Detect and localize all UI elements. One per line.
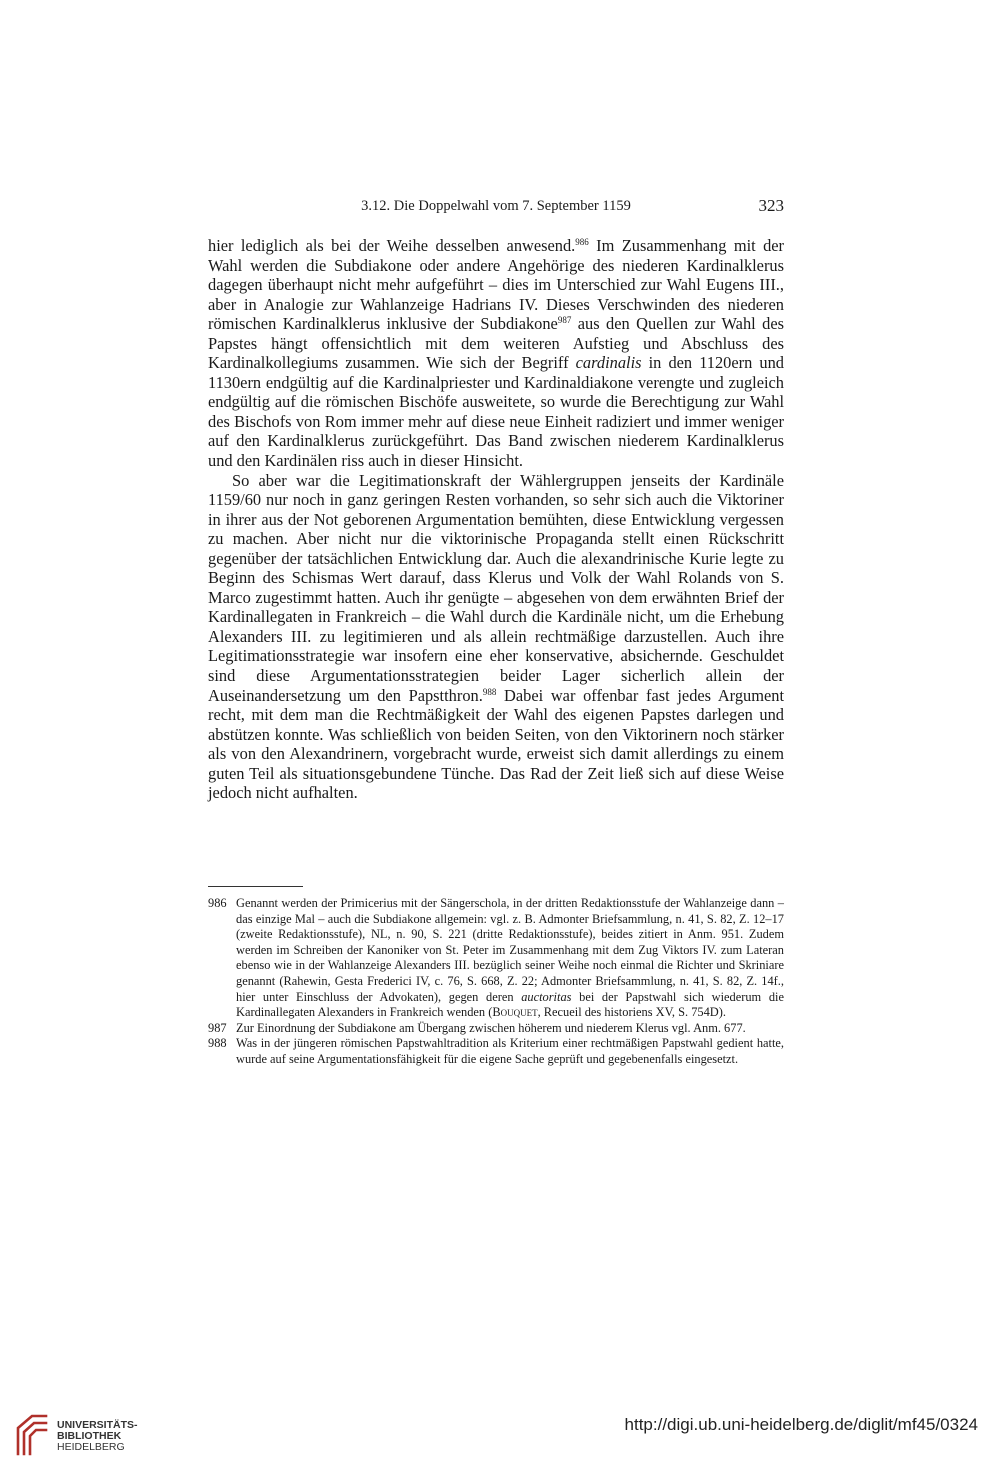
footnote-986 bbox=[208, 896, 784, 1021]
viewer-footer bbox=[0, 1400, 992, 1474]
text-run: So aber war die Legitimationskraft der Wählergruppen jenseits der Kardinäle 1159/60 nur noch in ganz geringen Resten vorhanden, so sehr sich auch die Viktoriner in ihrer aus der Not geborenen Argumentation bemühten, diese Entwicklung vergessen zu machen. Aber nicht nur die viktorinische Propaganda stellt einen Rückschritt gegenüber der tatsächlichen Entwicklung dar. Auch die alexandrinische Kurie legte zu Beginn des Schismas Wert darauf, dass Klerus und Volk der Wahl Rolands von S. Marco zugestimmt hatten. Auch ihr genügte – abgesehen von dem erwähnten Brief der Kardinallegaten in Frankreich – die Wahl durch die Kardinäle nicht, um die Erhebung Alexanders III. zu legitimieren und als allein rechtmäßige darzustellen. Auch ihre Legitimationsstrategie war insofern eine eher konservative, absichernde. Geschuldet sind diese Argumentationsstrategien beider Lager sicherlich allein der Auseinandersetzung um den Papstthron. bbox=[208, 470, 784, 705]
footnotes bbox=[208, 896, 784, 1068]
footnote-ref-987[interactable]: 987 bbox=[557, 315, 572, 326]
page-number: 323 bbox=[758, 196, 784, 215]
library-name-line: HEIDELBERG bbox=[57, 1441, 125, 1453]
library-logo-icon bbox=[12, 1410, 52, 1456]
running-head bbox=[208, 196, 784, 218]
paragraph-1 bbox=[208, 236, 784, 471]
footnote-number: 987 bbox=[208, 1020, 227, 1035]
footnote-text: Was in der jüngeren römischen Papstwahltradition als Kriterium einer rechtmäßigen Papstwahl gedient hatte, wurde auf seine Argumentationsfähigkeit für die eigene Sache geprüft und gegebenenfalls eingesetzt. bbox=[236, 1036, 784, 1066]
text-run: in den 1120ern und 1130ern endgültig auf die Kardinalpriester und Kardinaldiakone verengte und zugleich endgültig auf die römischen Bischöfe ausweitete, so wurde die Berechtigung zur Wahl des Bischofs von Rom immer mehr auf diese neue Einheit radiziert und immer weniger auf den Kardinalklerus zurückgeführt. Das Band zwischen niederem Kardinalklerus und den Kardinälen riss auch in dieser Hinsicht. bbox=[208, 353, 784, 471]
text-run: Im Zusammenhang mit der Wahl werden die Subdiakone oder andere Angehörige des niederen Kardinalklerus dagegen überhaupt nicht mehr aufgeführt – dies im Unterschied zur Wahl Eugens III., aber in Analogie zur Wahlanzeige Hadrians IV. Dieses Verschwinden des niederen römischen Kardinalklerus inklusive der Subdiakone bbox=[208, 236, 784, 334]
text-run: , Recueil des historiens XV, S. 754D). bbox=[537, 1005, 726, 1020]
italic-term: auctoritas bbox=[521, 989, 572, 1004]
footnote-988 bbox=[208, 1036, 784, 1067]
library-name bbox=[57, 1420, 138, 1453]
italic-term: cardinalis bbox=[575, 353, 642, 373]
footnote-ref-986[interactable]: 986 bbox=[575, 237, 589, 247]
main-text bbox=[208, 236, 784, 803]
footnote-number: 988 bbox=[208, 1036, 227, 1051]
footnote-987 bbox=[208, 1021, 784, 1037]
paragraph-2 bbox=[208, 471, 784, 803]
text-run: Dabei war offenbar fast jedes Argument recht, mit dem man die Rechtmäßigkeit der Wahl des eigenen Papstes darlegen und abstützen konnte. Was schließlich von beiden Seiten, von den Viktorinern noch stärker als von den Alexandrinern, vorgebracht wurde, erweist sich damit allerdings zu einem guten Teil als situationsgebundene Tünche. Das Rad der Zeit ließ sich auf diese Weise jedoch nicht aufhalten. bbox=[208, 685, 784, 803]
footnote-divider bbox=[208, 886, 303, 887]
text-run: bei der Papstwahl sich wiederum die Kardinallegaten Alexanders in Frankreich wenden ( bbox=[236, 989, 784, 1020]
small-caps-author: Bouquet bbox=[492, 1005, 538, 1020]
permalink-url[interactable]: http://digi.ub.uni-heidelberg.de/diglit/mf45/0324 bbox=[624, 1415, 978, 1434]
text-run: aus den Quellen zur Wahl des Papstes hängt offensichtlich mit dem weiteren Aufstieg und Abschluss des Kardinalkollegiums zusammen. Wie sich der Begriff bbox=[208, 314, 784, 373]
footnote-text: Zur Einordnung der Subdiakone am Übergang zwischen höherem und niederem Klerus vgl. Anm. 677. bbox=[236, 1020, 746, 1035]
running-title: 3.12. Die Doppelwahl vom 7. September 1159 bbox=[361, 198, 631, 214]
footnote-ref-988[interactable]: 988 bbox=[482, 686, 497, 697]
library-name-line: UNIVERSITÄTS- bbox=[57, 1419, 138, 1431]
library-name-line: BIBLIOTHEK bbox=[57, 1430, 122, 1442]
text-run: Genannt werden der Primicerius mit der Sängerschola, in der dritten Redaktionsstufe der Wahlanzeige dann – das einzige Mal – auch die Subdiakone allgemein: vgl. z. B. Admonter Briefsammlung, n. 41, S. 82, Z. 12–17 (zweite Redaktionsstufe), NL, n. 90, S. 221 (dritte Redaktionsstufe), beides zitiert in Anm. 951. Zudem werden im Schreiben der Kanoniker von St. Peter im Zusammenhang mit dem Zug Viktors IV. zum Lateran ebenso wie in der Wahlanzeige Alexanders III. bezüglich seiner Weihe noch einmal die Richter und Skriniare genannt (Rahewin, Gesta Frederici IV, c. 76, S. 668, Z. 22; Admonter Briefsammlung, n. 41, S. 82, Z. 14f., hier unter Einschluss der Advokaten), gegen deren bbox=[236, 896, 784, 1004]
footnote-number: 986 bbox=[208, 896, 227, 910]
text-run: hier lediglich als bei der Weihe desselben anwesend. bbox=[208, 236, 576, 255]
footnote-text bbox=[236, 896, 784, 1021]
